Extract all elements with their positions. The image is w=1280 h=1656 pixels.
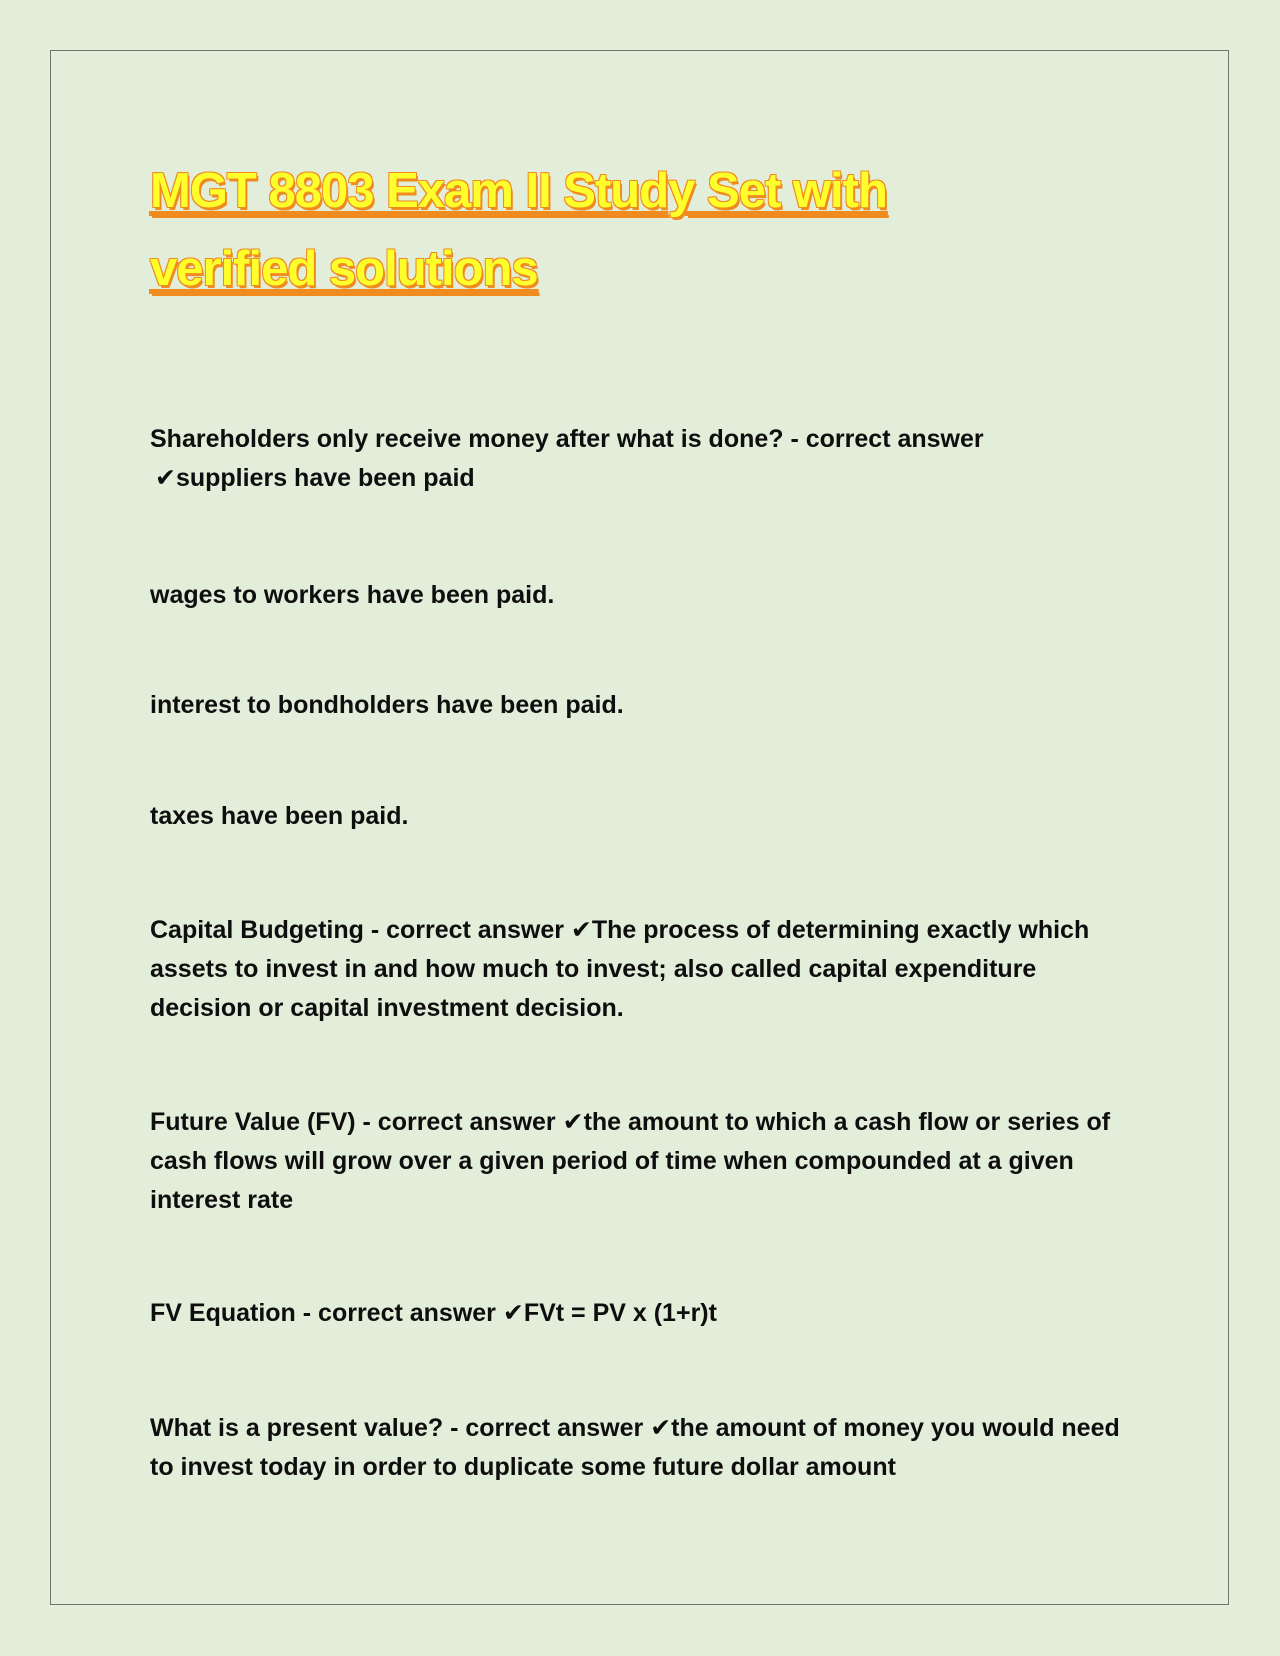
question-text: Capital Budgeting - correct answer (150, 916, 564, 944)
answer-text: The process of determining exactly which assets to invest in and how much to invest; also called capital expenditure decision or capital investment decision. (150, 916, 1090, 1022)
qa-entry-fv-equation (150, 1294, 1130, 1333)
item-text: interest to bondholders have been paid. (150, 691, 624, 719)
answer-text: the amount to which a cash flow or series of cash flows will grow over a given period of time when compounded at a given interest rate (150, 1108, 1111, 1214)
question-text: What is a present value? - correct answer (150, 1414, 644, 1442)
qa-entry-shareholders (150, 420, 1130, 498)
qa-entry-capital-budgeting (150, 911, 1130, 1028)
qa-entry-future-value (150, 1103, 1130, 1220)
item-text: taxes have been paid. (150, 802, 409, 830)
list-item-wages (150, 576, 1130, 615)
answer-text: the amount of money you would need to invest today in order to duplicate some future dollar amount (150, 1414, 1120, 1481)
document-title: MGT 8803 Exam II Study Set with verified solutions (150, 164, 887, 296)
question-text: FV Equation - correct answer (150, 1299, 496, 1327)
question-text: Future Value (FV) - correct answer (150, 1108, 556, 1136)
answer-line (150, 459, 1130, 498)
item-text: wages to workers have been paid. (150, 581, 555, 609)
answer-text: suppliers have been paid (175, 464, 475, 492)
list-item-taxes (150, 797, 1130, 836)
check-icon: ✔ (562, 1108, 584, 1136)
check-icon: ✔ (155, 464, 176, 492)
qa-entry-present-value (150, 1409, 1130, 1487)
check-icon: ✔ (650, 1414, 672, 1442)
check-icon: ✔ (502, 1299, 524, 1327)
check-icon: ✔ (570, 916, 592, 944)
answer-text: FVt = PV x (1+r)t (523, 1299, 717, 1327)
question-text: Shareholders only receive money after what is done? - correct answer (150, 425, 984, 453)
list-item-interest (150, 686, 1130, 725)
